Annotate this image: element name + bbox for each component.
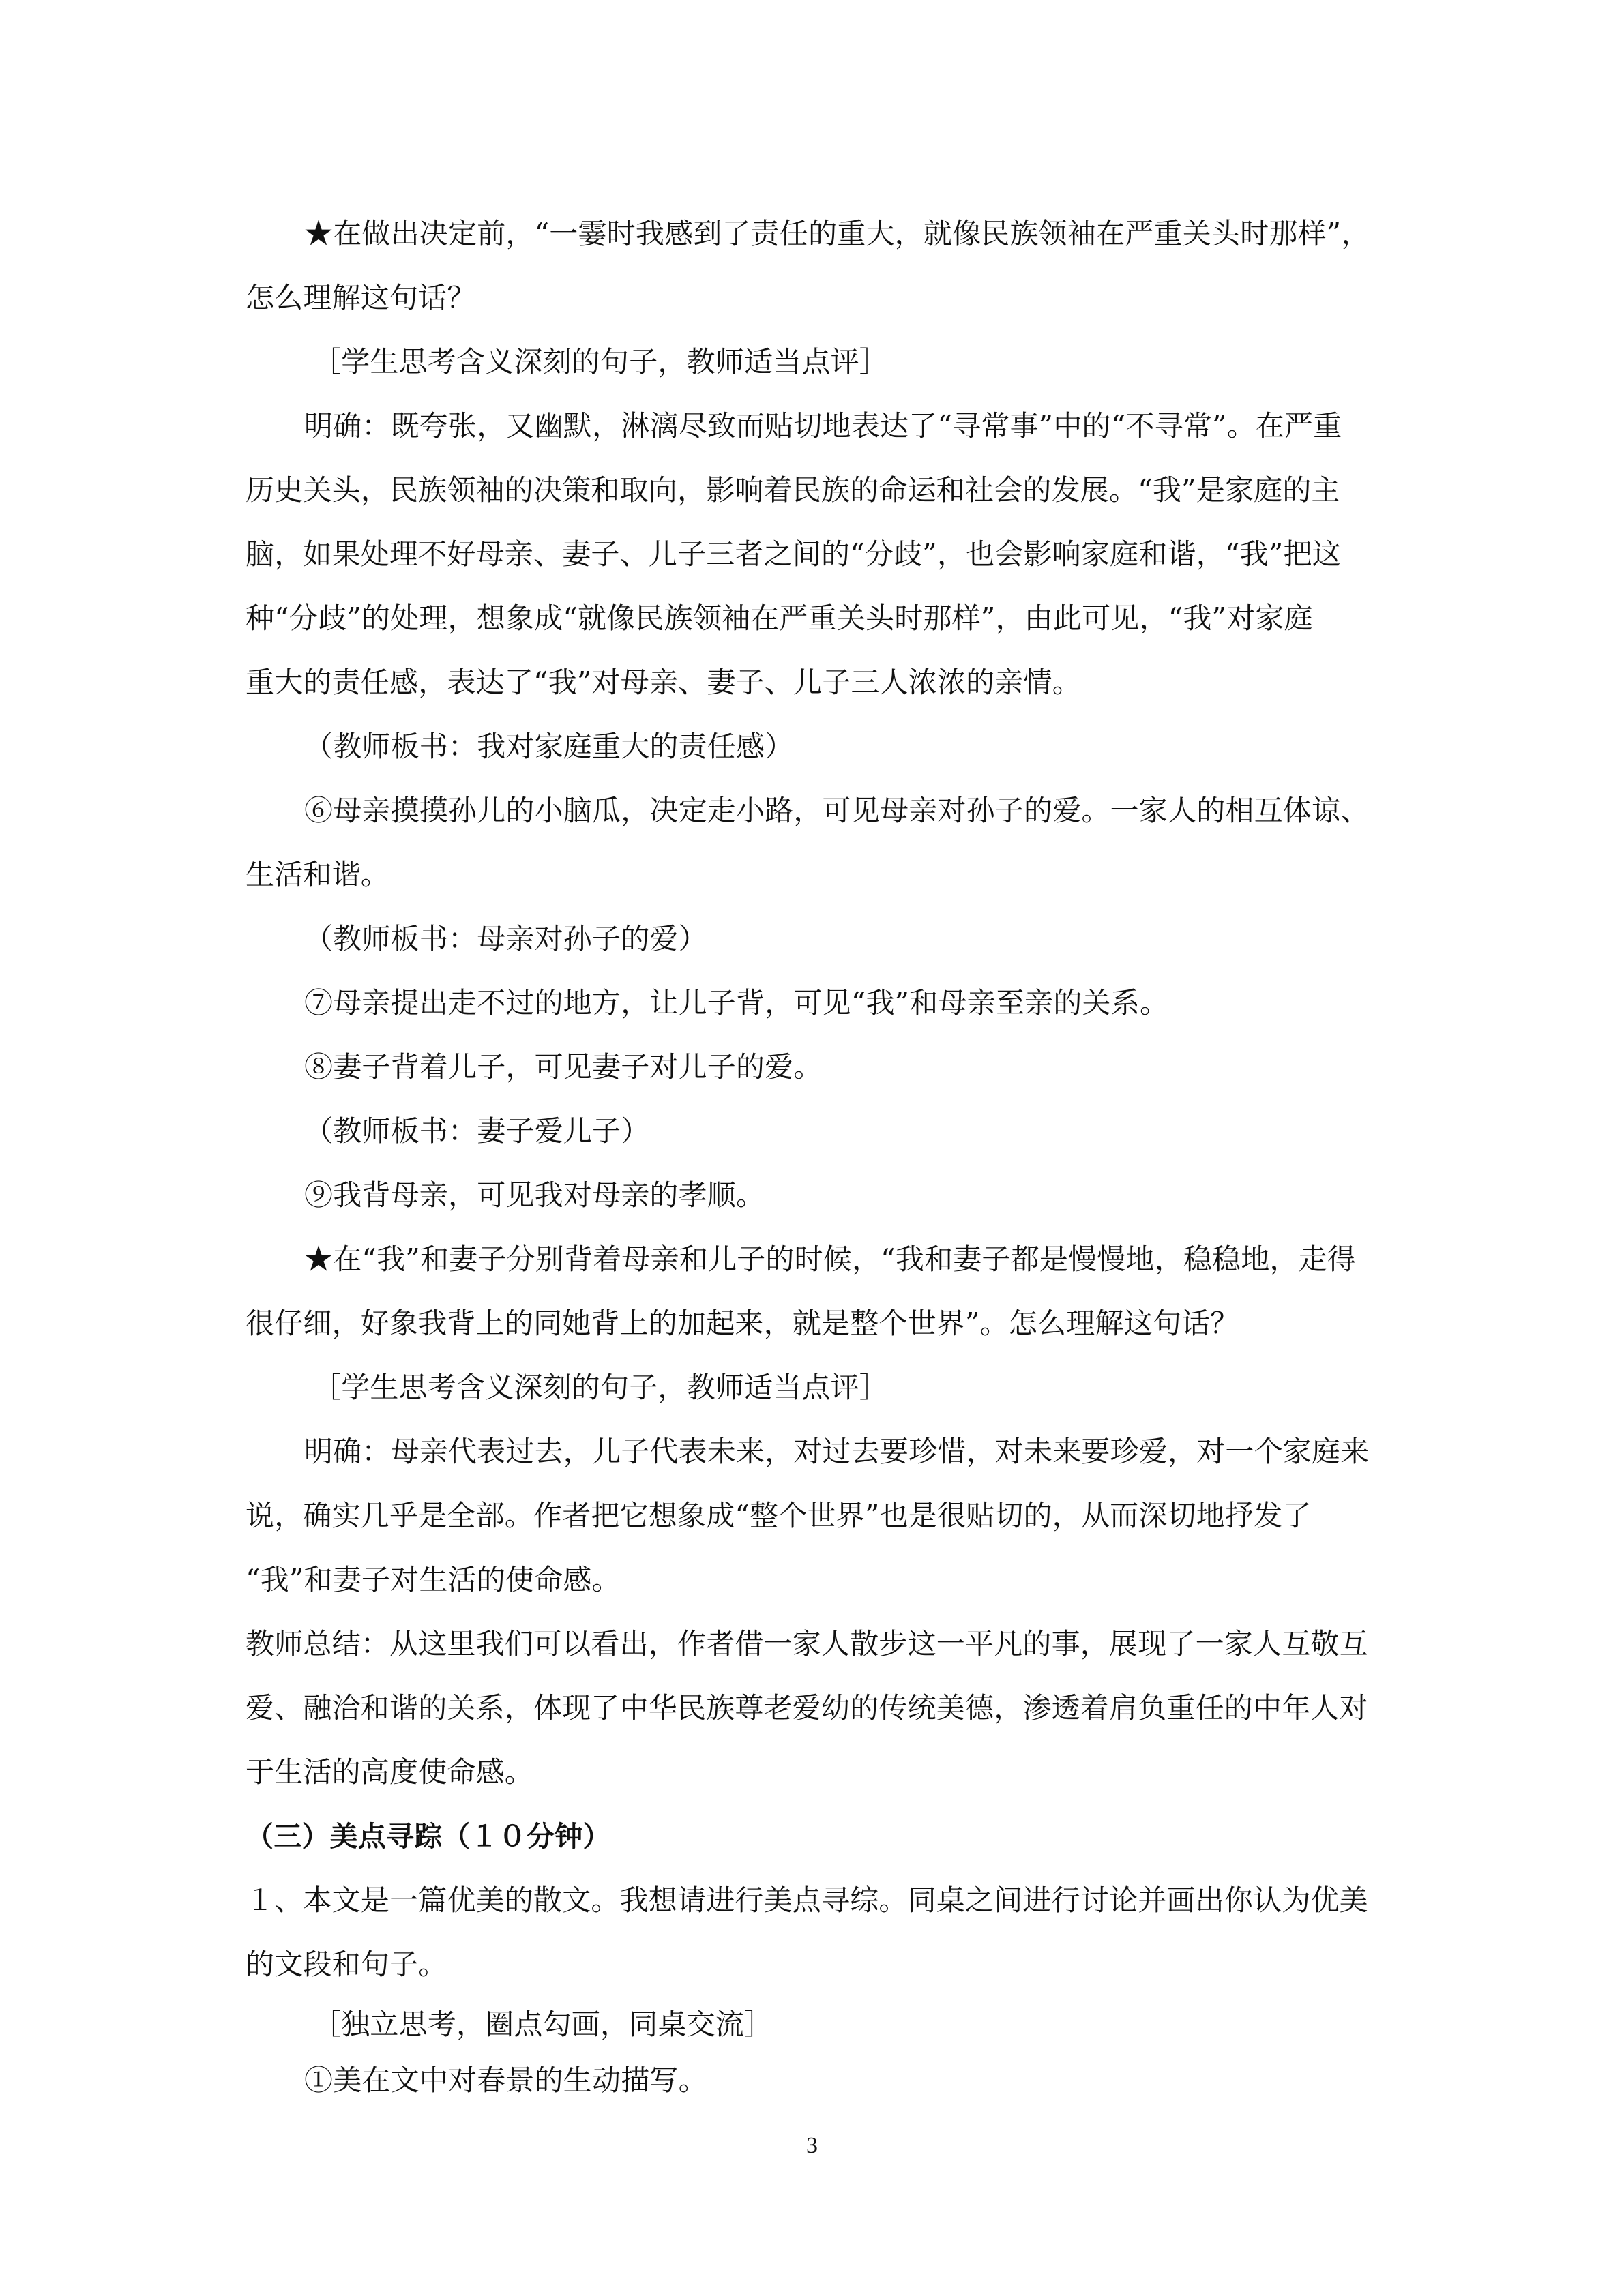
- beauty-point-1: ①美在文中对春景的生动描写。: [304, 2063, 707, 2097]
- teacher-summary-line-1: 教师总结：从这里我们可以看出，作者借一家人散步这一平凡的事，展现了一家人互敬互: [246, 1627, 1368, 1660]
- page-number: 3: [806, 2133, 818, 2158]
- question-star-2-line-1: ★在“我”和妻子分别背着母亲和儿子的时候，“我和妻子都是慢慢地，稳稳地，走得: [304, 1242, 1357, 1276]
- question-star-2-line-2: 很仔细，好象我背上的同她背上的加起来，就是整个世界”。怎么理解这句话？: [246, 1307, 1239, 1340]
- document-body: [246, 202, 1383, 2108]
- question-star-1-line-1: ★在做出决定前，“一霎时我感到了责任的重大，就像民族领袖在严重关头时那样”，: [304, 217, 1370, 250]
- teacher-summary-line-3: 于生活的高度使命感。: [246, 1755, 534, 1789]
- answer-2-line-1: 明确：母亲代表过去，儿子代表未来，对过去要珍惜，对未来要珍爱，对一个家庭来: [304, 1435, 1370, 1468]
- point-9: ⑨我背母亲，可见我对母亲的孝顺。: [304, 1178, 765, 1212]
- answer-1-line-5: 重大的责任感，表达了“我”对母亲、妻子、儿子三人浓浓的亲情。: [246, 666, 1081, 699]
- blackboard-note-2: （教师板书：母亲对孙子的爱）: [304, 922, 707, 955]
- task-1-line-1: １、本文是一篇优美的散文。我想请进行美点寻综。同桌之间进行讨论并画出你认为优美: [246, 1883, 1368, 1917]
- answer-1-line-1: 明确：既夸张，又幽默，淋漓尽致而贴切地表达了“寻常事”中的“不寻常”。在严重: [304, 409, 1342, 443]
- point-6-line-1: ⑥母亲摸摸孙儿的小脑瓜，决定走小路，可见母亲对孙子的爱。一家人的相互体谅、: [304, 794, 1370, 827]
- activity-note-1: ［学生思考含义深刻的句子，教师适当点评］: [312, 345, 889, 378]
- answer-1-line-3: 脑，如果处理不好母亲、妻子、儿子三者之间的“分歧”，也会影响家庭和谐，“我”把这: [246, 537, 1341, 571]
- question-star-1-line-2: 怎么理解这句话？: [246, 281, 476, 314]
- answer-1-line-2: 历史关头，民族领袖的决策和取向，影响着民族的命运和社会的发展。“我”是家庭的主: [246, 473, 1340, 507]
- answer-2-line-2: 说，确实几乎是全部。作者把它想象成“整个世界”也是很贴切的，从而深切地抒发了: [246, 1499, 1312, 1532]
- task-1-line-2: 的文段和句子。: [246, 1948, 447, 1981]
- blackboard-note-3: （教师板书：妻子爱儿子）: [304, 1114, 650, 1148]
- answer-1-line-4: 种“分歧”的处理，想象成“就像民族领袖在严重关头时那样”，由此可见，“我”对家庭: [246, 601, 1313, 635]
- blackboard-note-1: （教师板书：我对家庭重大的责任感）: [304, 730, 794, 763]
- teacher-summary-line-2: 爱、融洽和谐的关系，体现了中华民族尊老爱幼的传统美德，渗透着肩负重任的中年人对: [246, 1691, 1368, 1725]
- point-7: ⑦母亲提出走不过的地方，让儿子背，可见“我”和母亲至亲的关系。: [304, 986, 1169, 1019]
- activity-note-3: ［独立思考，圈点勾画，同桌交流］: [312, 2008, 773, 2041]
- section-heading: （三）美点寻踪（１０分钟）: [246, 1820, 611, 1853]
- activity-note-2: ［学生思考含义深刻的句子，教师适当点评］: [312, 1371, 889, 1404]
- point-8: ⑧妻子背着儿子，可见妻子对儿子的爱。: [304, 1050, 823, 1084]
- point-6-line-2: 生活和谐。: [246, 858, 390, 891]
- answer-2-line-3: “我”和妻子对生活的使命感。: [246, 1563, 621, 1596]
